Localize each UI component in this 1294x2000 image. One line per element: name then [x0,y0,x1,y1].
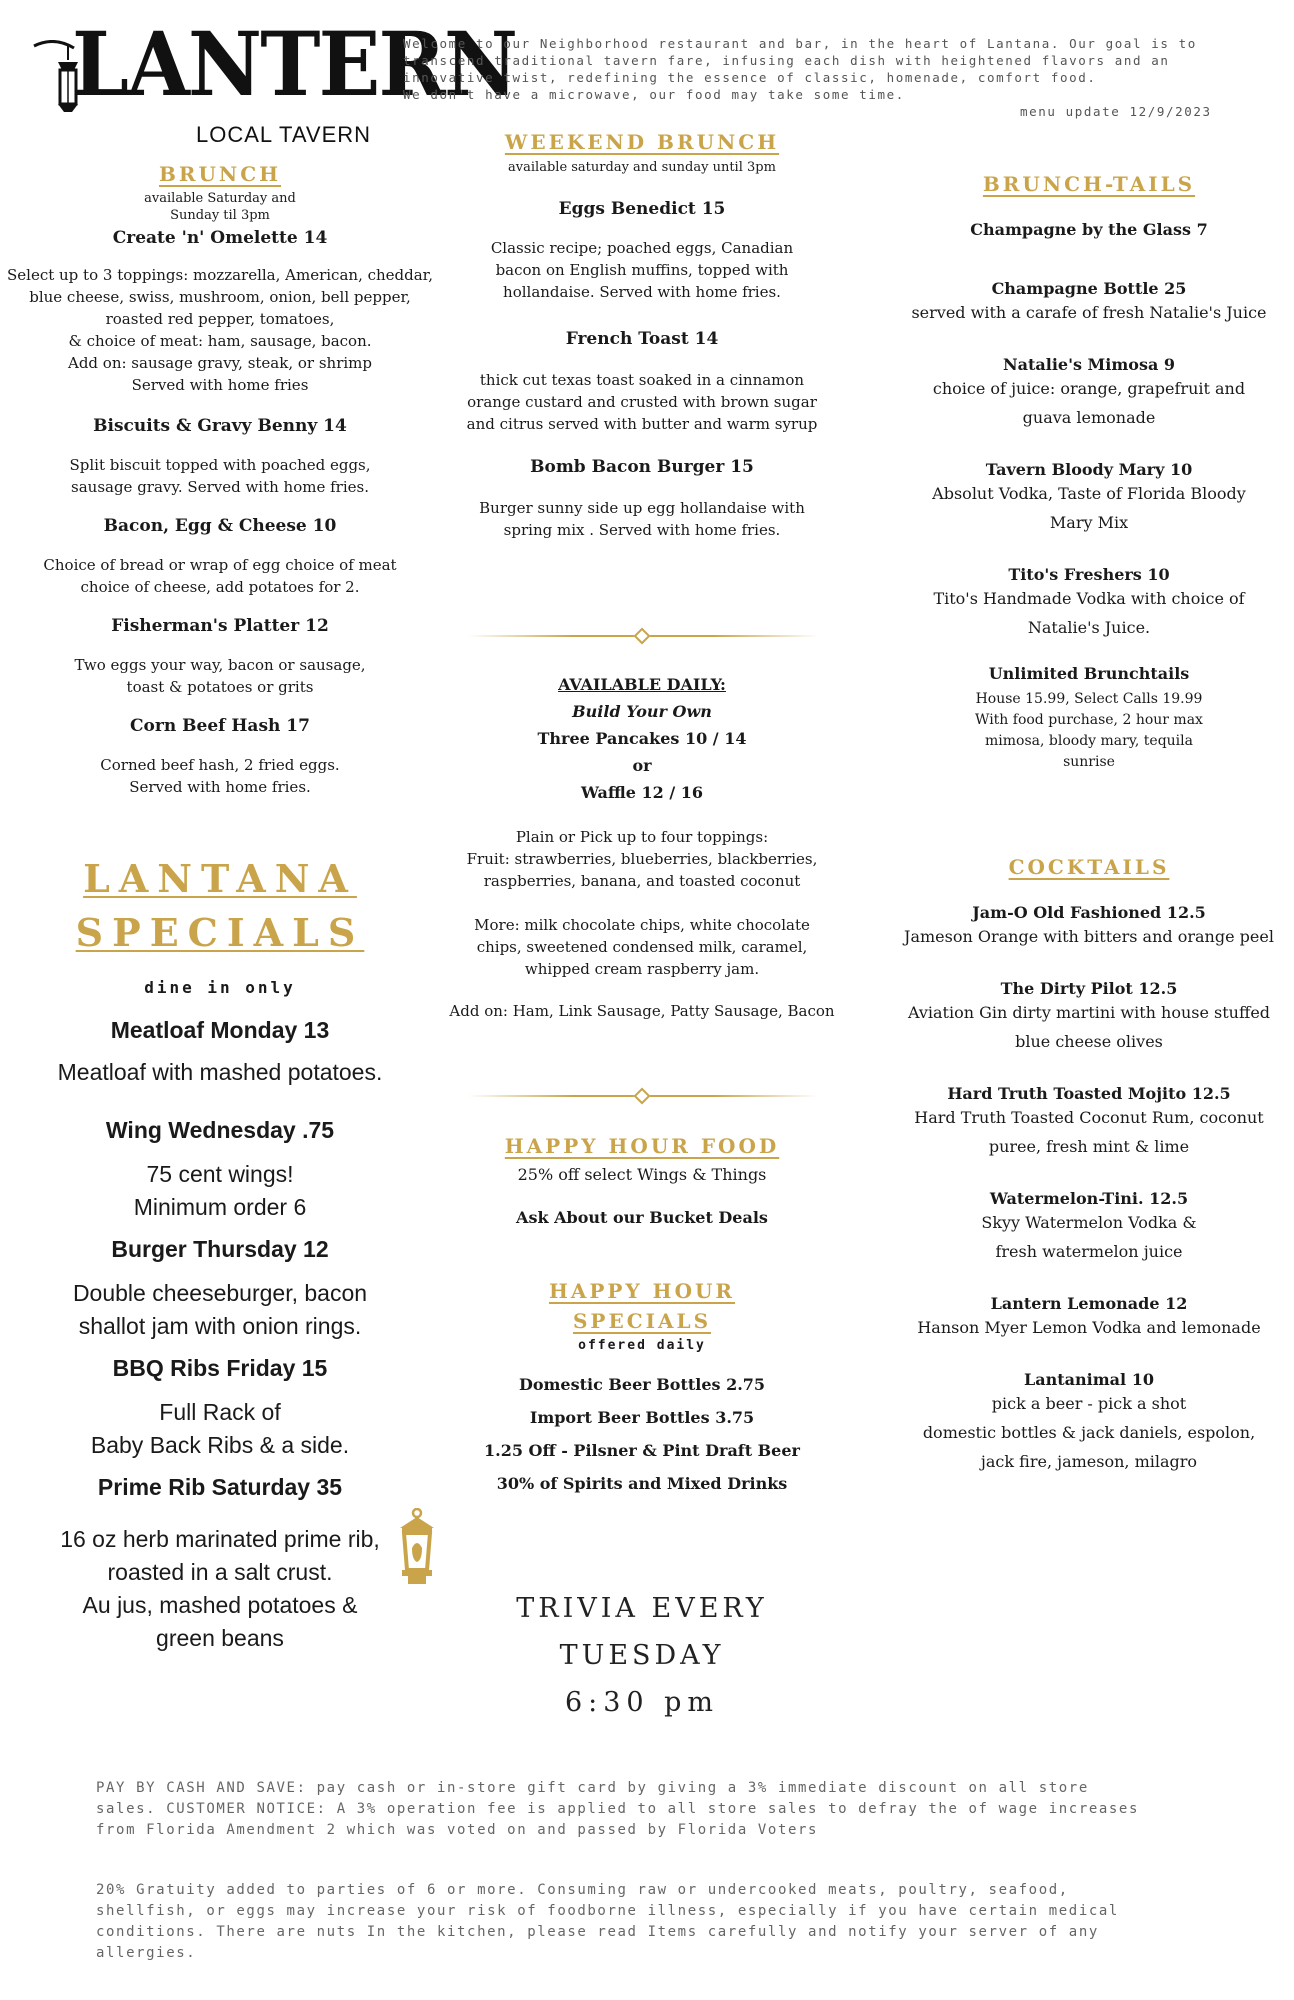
daily-or: or [632,756,652,775]
desc-line: sunrise [1063,754,1115,770]
desc-line: Served with home fries. [129,778,311,796]
happy-specials-heading-line2: SPECIALS [572,1309,712,1333]
drink-title: Unlimited Brunchtails [988,664,1190,683]
drink-title: Champagne Bottle 25 [991,279,1187,298]
intro-line: innovative twist, redefining the essence of classic, homenade, comfort food. [403,70,1097,85]
special-title: Wing Wednesday .75 [105,1117,335,1143]
drink-title: Hard Truth Toasted Mojito 12.5 [947,1084,1231,1103]
drink-desc [889,1208,1289,1266]
drink-desc [889,689,1289,773]
logo-title: LANTERN [72,12,517,116]
desc-line: shallot jam with onion rings. [78,1313,362,1339]
desc-line: toast & potatoes or grits [126,678,314,696]
happy-special-item: Import Beer Bottles 3.75 [529,1408,755,1427]
footer-line: PAY BY CASH AND SAVE: pay cash or in-store gift card by giving a 3% immediate discount on all store [96,1780,1089,1796]
intro-text [403,35,1215,103]
desc-line: Select up to 3 toppings: mozzarella, American, cheddar, [7,266,433,284]
menu-item-desc [442,369,842,435]
menu-item-title: Biscuits & Gravy Benny 14 [93,416,347,436]
weekend-brunch-heading: WEEKEND BRUNCH [504,130,780,154]
drink-title: Tavern Bloody Mary 10 [985,460,1193,479]
happy-food-line: 25% off select Wings & Things [517,1165,767,1184]
desc-line: green beans [156,1625,284,1651]
logo-subtitle: LOCAL TAVERN [196,122,372,147]
desc-line: roasted red pepper, tomatoes, [105,310,335,328]
brunch-heading: BRUNCH [158,162,282,186]
brunch-section [0,162,440,798]
desc-line: mimosa, bloody mary, tequila [985,733,1193,749]
desc-line: Skyy Watermelon Vodka & [981,1213,1197,1232]
special-desc [0,1056,440,1089]
desc-line: Hanson Myer Lemon Vodka and lemonade [917,1318,1261,1337]
daily-more [442,914,842,980]
special-desc [0,1523,440,1655]
desc-line: guava lemonade [1022,408,1156,427]
menu-item-title: French Toast 14 [565,329,719,349]
menu-item-desc [0,454,440,498]
desc-line: pick a beer - pick a shot [991,1394,1187,1413]
drink-desc [889,998,1289,1056]
logo [28,12,517,154]
trivia-section [442,1585,842,1726]
special-desc [0,1277,440,1343]
drink-title: Champagne by the Glass 7 [970,220,1208,239]
drink-desc [889,1313,1289,1342]
footer-line: sales. CUSTOMER NOTICE: A 3% operation fee is applied to all store sales to defray the of wage increases [96,1801,1139,1817]
desc-line: raspberries, banana, and toasted coconut [483,872,801,890]
footer-line: shellfish, or eggs may increase your risk of foodborne illness, especially if you have certain medical [96,1903,1119,1919]
desc-line: Mary Mix [1049,513,1129,532]
happy-special-item: 1.25 Off - Pilsner & Pint Draft Beer [484,1441,800,1460]
desc-line: Served with home fries [131,376,309,394]
footer-line: from Florida Amendment 2 which was voted on and passed by Florida Voters [96,1822,819,1838]
desc-line: Split biscuit topped with poached eggs, [69,456,371,474]
desc-line: Burger sunny side up egg hollandaise with [479,499,805,517]
available-daily-section [442,675,842,1022]
menu-item-desc [442,237,842,303]
footer-line: 20% Gratuity added to parties of 6 or more. Consuming raw or undercooked meats, poultry, seafood, [96,1882,1069,1898]
happy-hour-food-section [442,1134,842,1227]
desc-line: Plain or Pick up to four toppings: [515,828,769,846]
footer-line: conditions. There are nuts In the kitchen, please read Items carefully and notify your server of any [96,1924,1099,1940]
specials-section [0,852,440,1655]
menu-item-title: Bomb Bacon Burger 15 [530,457,754,477]
happy-special-item: Domestic Beer Bottles 2.75 [518,1375,766,1394]
daily-pancakes: Three Pancakes 10 / 14 [537,729,747,748]
drink-title: Lantanimal 10 [1024,1370,1154,1389]
desc-line: Choice of bread or wrap of egg choice of meat [43,556,397,574]
desc-line: sausage gravy. Served with home fries. [71,478,369,496]
desc-line: Full Rack of [159,1399,281,1425]
desc-line: Tito's Handmade Vodka with choice of [933,589,1245,608]
daily-add-on: Add on: Ham, Link Sausage, Patty Sausage, Bacon [449,1002,835,1020]
drink-title: The Dirty Pilot 12.5 [1000,979,1178,998]
desc-line: Minimum order 6 [133,1194,307,1220]
drink-title: Jam-O Old Fashioned 12.5 [972,903,1206,922]
cocktails-section [889,855,1289,1476]
daily-heading: AVAILABLE DAILY: [558,675,726,694]
drink-desc [889,1389,1289,1476]
drink-title: Watermelon-Tini. 12.5 [989,1189,1189,1208]
desc-line: Jameson Orange with bitters and orange peel [904,927,1274,946]
menu-item-desc [0,554,440,598]
desc-line: roasted in a salt crust. [107,1559,333,1585]
desc-line: Au jus, mashed potatoes & [82,1592,358,1618]
desc-line: Absolut Vodka, Taste of Florida Bloody [932,484,1246,503]
menu-item-title: Eggs Benedict 15 [558,199,726,219]
gold-lantern-icon [392,1508,442,1592]
brunch-availability [0,190,440,224]
availability-line: available Saturday and [144,191,296,206]
footer-line: allergies. [96,1945,197,1961]
happy-specials-heading-line1: HAPPY HOUR [548,1279,736,1303]
desc-line: Corned beef hash, 2 fried eggs. [100,756,340,774]
desc-line: chips, sweetened condensed milk, caramel, [476,938,808,956]
intro-line: Welcome to our Neighborhood restaurant and bar, in the heart of Lantana. Our goal is to [403,36,1197,51]
desc-line: & choice of meat: ham, sausage, bacon. [68,332,372,350]
cocktails-heading: COCKTAILS [1008,855,1170,879]
trivia-line: TRIVIA EVERY [516,1593,768,1624]
desc-line: More: milk chocolate chips, white chocolate [474,916,810,934]
happy-food-heading: HAPPY HOUR FOOD [504,1134,780,1158]
drink-desc [889,1103,1289,1161]
intro-line: We don't have a microwave, our food may take some time. [403,87,905,102]
special-desc [0,1158,440,1224]
desc-line: orange custard and crusted with brown sugar [467,393,817,411]
happy-special-item: 30% of Spirits and Mixed Drinks [496,1474,788,1493]
happy-food-bucket: Ask About our Bucket Deals [516,1208,768,1227]
desc-line: Add on: sausage gravy, steak, or shrimp [67,354,372,372]
desc-line: puree, fresh mint & lime [988,1137,1190,1156]
happy-hour-specials-section [442,1276,842,1493]
desc-line: Baby Back Ribs & a side. [90,1432,350,1458]
desc-line: choice of cheese, add potatoes for 2. [80,578,360,596]
dine-in-note: dine in only [144,978,296,997]
desc-line: blue cheese, swiss, mushroom, onion, bell pepper, [29,288,411,306]
drink-title: Lantern Lemonade 12 [990,1294,1188,1313]
special-title: Meatloaf Monday 13 [110,1017,330,1043]
specials-heading-line1: LANTANA [83,856,357,901]
footer-notice [96,1778,1236,1841]
special-desc [0,1396,440,1462]
menu-item-title: Bacon, Egg & Cheese 10 [103,516,337,536]
special-title: Prime Rib Saturday 35 [97,1474,343,1500]
specials-heading-line2: SPECIALS [75,910,365,955]
desc-line: House 15.99, Select Calls 19.99 [975,691,1203,707]
weekend-brunch-section [442,130,842,541]
brunch-tails-section [889,172,1289,773]
trivia-line: 6:30 pm [564,1687,720,1718]
desc-line: 75 cent wings! [146,1161,294,1187]
desc-line: spring mix . Served with home fries. [503,521,781,539]
drink-desc [889,374,1289,432]
desc-line: Meatloaf with mashed potatoes. [57,1059,383,1085]
drink-title: Natalie's Mimosa 9 [1002,355,1176,374]
drink-desc [889,584,1289,642]
desc-line: 16 oz herb marinated prime rib, [60,1526,380,1552]
ornament-diamond-icon [634,1088,651,1105]
desc-line: Hard Truth Toasted Coconut Rum, coconut [914,1108,1264,1127]
menu-item-title: Corn Beef Hash 17 [130,716,310,736]
desc-line: thick cut texas toast soaked in a cinnamon [479,371,805,389]
intro-line: transcend traditional tavern fare, infusing each dish with heightened flavors and an [403,53,1170,68]
drink-title: Tito's Freshers 10 [1008,565,1170,584]
drink-desc [889,922,1289,951]
availability-line: Sunday til 3pm [170,208,270,223]
menu-item-title: Fisherman's Platter 12 [111,616,329,636]
desc-line: Fruit: strawberries, blueberries, blackberries, [466,850,818,868]
daily-subheading: Build Your Own [572,702,712,721]
drink-desc [889,479,1289,537]
desc-line: With food purchase, 2 hour max [975,712,1203,728]
offered-daily: offered daily [578,1338,706,1353]
weekend-availability: available saturday and sunday until 3pm [508,160,776,175]
desc-line: and citrus served with butter and warm syrup [466,415,818,433]
ornament-diamond-icon [634,628,651,645]
desc-line: domestic bottles & jack daniels, espolon, [922,1423,1256,1442]
desc-line: bacon on English muffins, topped with [495,261,789,279]
trivia-line: TUESDAY [559,1640,725,1671]
menu-update: menu update 12/9/2023 [1020,104,1212,119]
menu-item-title: Create 'n' Omelette 14 [112,228,328,248]
menu-item-desc [0,654,440,698]
desc-line: jack fire, jameson, milagro [980,1452,1198,1471]
special-title: Burger Thursday 12 [111,1236,329,1262]
desc-line: choice of juice: orange, grapefruit and [932,379,1246,398]
desc-line: Double cheeseburger, bacon [72,1280,368,1306]
menu-item-desc [442,497,842,541]
daily-toppings [442,826,842,892]
desc-line: Aviation Gin dirty martini with house stuffed [907,1003,1271,1022]
menu-item-desc [0,754,440,798]
desc-line: Two eggs your way, bacon or sausage, [74,656,366,674]
desc-line: blue cheese olives [1015,1032,1163,1051]
desc-line: hollandaise. Served with home fries. [503,283,781,301]
desc-line: served with a carafe of fresh Natalie's Juice [911,303,1267,322]
brunch-tails-heading: BRUNCH-TAILS [982,172,1196,196]
daily-waffle: Waffle 12 / 16 [580,783,704,802]
special-title: BBQ Ribs Friday 15 [112,1355,328,1381]
footer-gratuity [96,1880,1236,1964]
desc-line: Natalie's Juice. [1027,618,1151,637]
drink-desc [889,298,1289,327]
desc-line: Classic recipe; poached eggs, Canadian [490,239,794,257]
menu-item-desc [0,264,440,396]
desc-line: fresh watermelon juice [995,1242,1183,1261]
desc-line: whipped cream raspberry jam. [524,960,760,978]
